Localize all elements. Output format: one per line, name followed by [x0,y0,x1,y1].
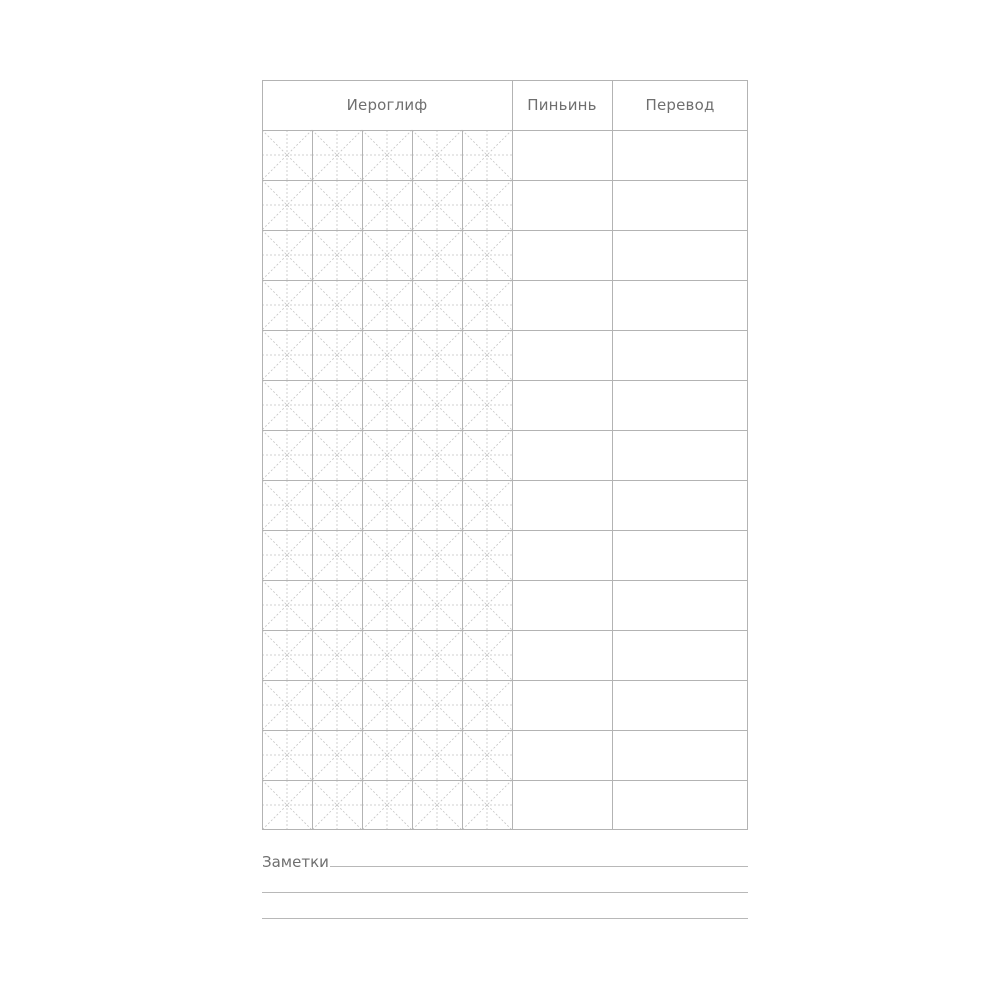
practice-cell[interactable] [362,480,412,530]
practice-cell[interactable] [262,780,312,830]
practice-cell[interactable] [462,480,512,530]
practice-cell[interactable] [462,280,512,330]
practice-cell[interactable] [312,780,362,830]
practice-cell[interactable] [462,730,512,780]
practice-cell[interactable] [312,130,362,180]
practice-cell[interactable] [462,630,512,680]
practice-cell[interactable] [312,480,362,530]
practice-cell[interactable] [412,430,462,480]
practice-cell[interactable] [262,230,312,280]
notes-label: Заметки [262,853,329,871]
practice-cell[interactable] [412,580,462,630]
worksheet-grid [262,80,748,831]
practice-cell[interactable] [412,780,462,830]
practice-cell[interactable] [262,280,312,330]
practice-cell[interactable] [362,330,412,380]
practice-cell[interactable] [462,330,512,380]
table-outer-border [263,81,748,830]
practice-cell[interactable] [362,230,412,280]
practice-cell[interactable] [462,380,512,430]
practice-cell[interactable] [362,630,412,680]
practice-cell[interactable] [462,780,512,830]
practice-cell[interactable] [312,430,362,480]
practice-cell[interactable] [362,380,412,430]
practice-cell[interactable] [412,230,462,280]
header-pinyin: Пиньинь [527,96,597,114]
practice-cell[interactable] [412,530,462,580]
practice-cell[interactable] [312,530,362,580]
notes-line[interactable] [262,918,748,919]
practice-cell[interactable] [262,430,312,480]
practice-cell[interactable] [462,430,512,480]
practice-cell[interactable] [362,180,412,230]
practice-cell[interactable] [412,130,462,180]
practice-cell[interactable] [412,730,462,780]
header-hieroglyph: Иероглиф [346,96,428,114]
practice-cell[interactable] [362,430,412,480]
practice-cell[interactable] [362,130,412,180]
practice-cell[interactable] [462,530,512,580]
practice-cell[interactable] [412,280,462,330]
worksheet-table [262,80,748,831]
practice-cell[interactable] [262,480,312,530]
practice-cell[interactable] [362,730,412,780]
practice-cell[interactable] [312,180,362,230]
practice-cell[interactable] [412,180,462,230]
practice-cell[interactable] [262,580,312,630]
practice-cell[interactable] [262,380,312,430]
practice-cell[interactable] [462,230,512,280]
practice-cell[interactable] [412,480,462,530]
practice-cell[interactable] [362,580,412,630]
practice-cell[interactable] [462,180,512,230]
header-translation: Перевод [645,96,715,114]
practice-cell[interactable] [412,330,462,380]
practice-cell[interactable] [312,580,362,630]
practice-cell[interactable] [312,230,362,280]
practice-cell[interactable] [362,280,412,330]
practice-cell[interactable] [462,680,512,730]
practice-cell[interactable] [262,680,312,730]
practice-cell[interactable] [412,630,462,680]
practice-cell[interactable] [262,730,312,780]
practice-cell[interactable] [312,630,362,680]
practice-cell[interactable] [262,330,312,380]
practice-cell[interactable] [362,780,412,830]
practice-cell[interactable] [262,530,312,580]
practice-cell[interactable] [262,630,312,680]
notes-line[interactable] [262,892,748,893]
notes-section [262,850,748,930]
table-header-row [262,80,748,130]
practice-cell[interactable] [312,730,362,780]
practice-cell[interactable] [262,130,312,180]
practice-cell[interactable] [362,530,412,580]
practice-cell[interactable] [412,680,462,730]
practice-cell[interactable] [362,680,412,730]
practice-cell[interactable] [312,330,362,380]
practice-cell[interactable] [462,580,512,630]
notes-line[interactable] [330,866,748,867]
practice-cell[interactable] [312,280,362,330]
practice-cell[interactable] [312,680,362,730]
practice-cell[interactable] [262,180,312,230]
practice-cell[interactable] [462,130,512,180]
practice-cell[interactable] [412,380,462,430]
practice-cell[interactable] [312,380,362,430]
